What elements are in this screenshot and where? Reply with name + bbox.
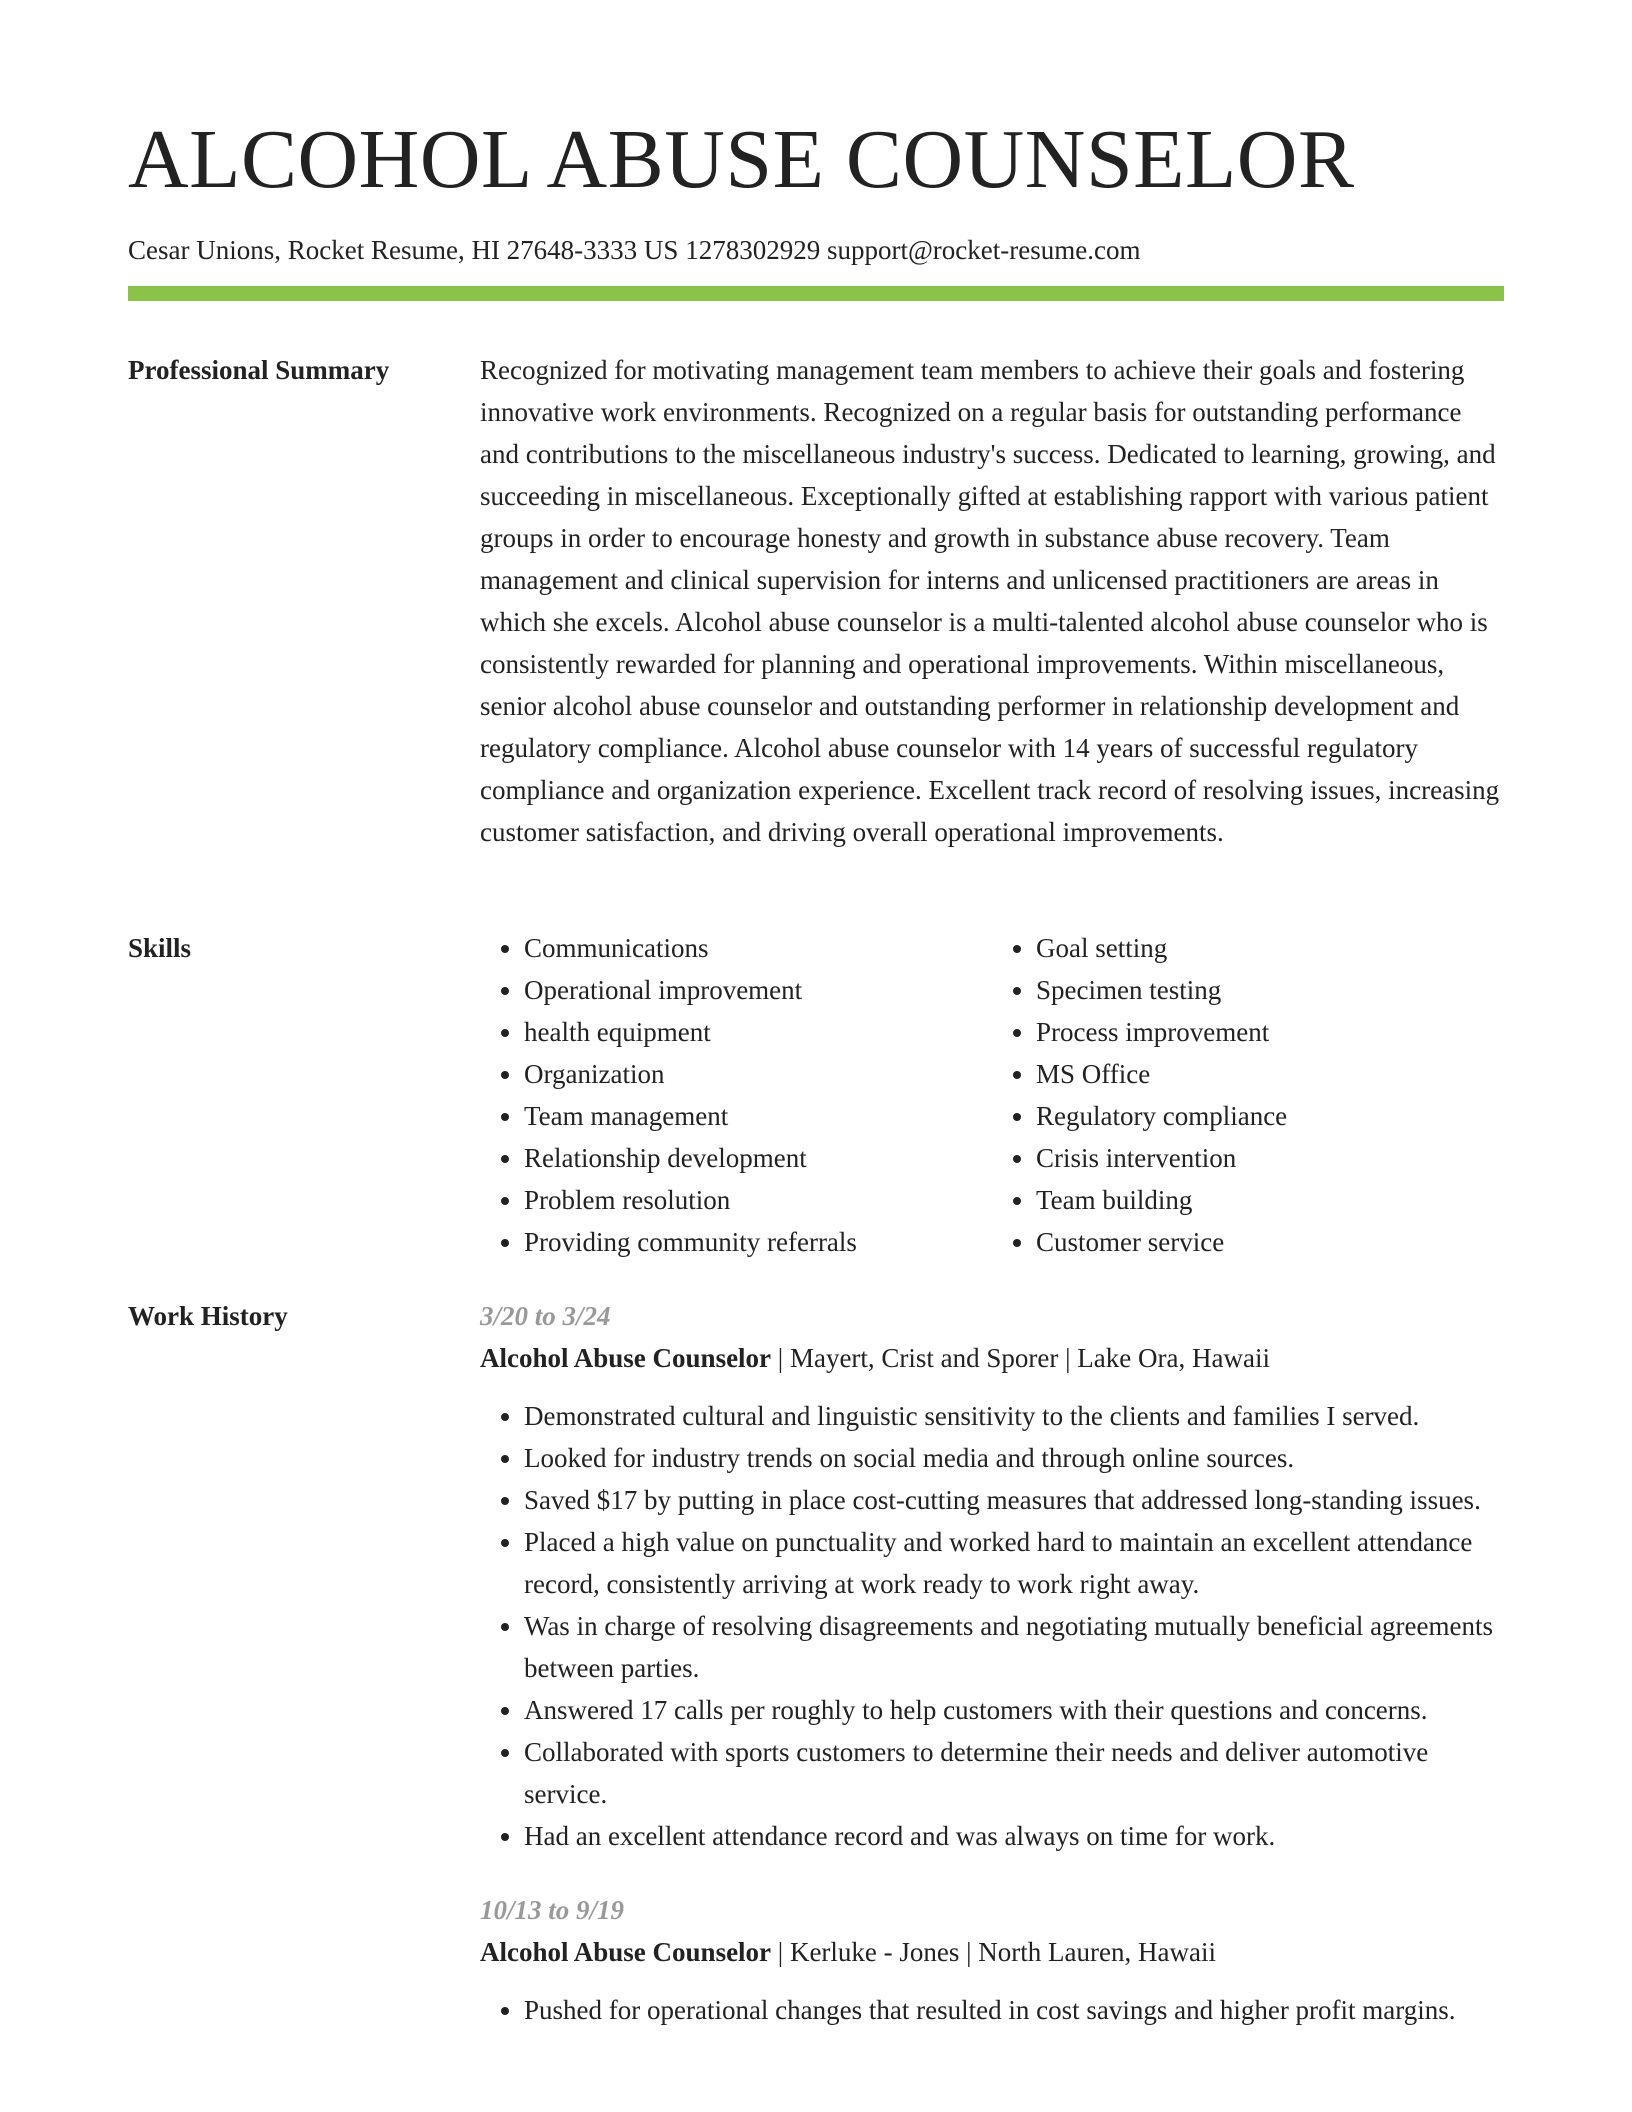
skill-item: • MS Office: [1036, 1053, 1504, 1095]
job-header: [480, 1931, 1504, 1973]
skill-item: • Regulatory compliance: [1036, 1095, 1504, 1137]
duty-item: • Demonstrated cultural and linguistic sensitivity to the clients and families I served.: [524, 1395, 1504, 1437]
job-employer-location: | Kerluke - Jones | North Lauren, Hawaii: [771, 1937, 1216, 1967]
duty-item: • Placed a high value on punctuality and worked hard to maintain an excellent attendance record, consistently arriving at work ready to work right away.: [524, 1521, 1504, 1605]
summary-body: [480, 349, 1504, 853]
skill-item: • Organization: [524, 1053, 992, 1095]
job-dates: 3/20 to 3/24: [480, 1301, 611, 1331]
job-entry: [480, 1295, 1504, 1857]
skill-item: • Team building: [1036, 1179, 1504, 1221]
job-title: Alcohol Abuse Counselor: [480, 1343, 772, 1373]
duty-item: • Looked for industry trends on social media and through online sources.: [524, 1437, 1504, 1479]
summary-text: Recognized for motivating management team members to achieve their goals and fostering innovative work environments. Recognized on a regular basis for outstanding performance and contributions to the miscellaneous industry's success. Dedicated to learning, growing, and succeeding in miscellaneous. Exceptionally gifted at establishing rapport with various patient groups in order to encourage honesty and growth in substance abuse recovery. Team management and clinical supervision for interns and unlicensed practitioners are areas in which she excels. Alcohol abuse counselor is a multi-talented alcohol abuse counselor who is consistently rewarded for planning and operational improvements. Within miscellaneous, senior alcohol abuse counselor and outstanding performer in relationship development and regulatory compliance. Alcohol abuse counselor with 14 years of successful regulatory compliance and organization experience. Excellent track record of resolving issues, increasing customer satisfaction, and driving overall operational improvements.: [480, 355, 1500, 847]
skill-item: • Team management: [524, 1095, 992, 1137]
work-history-body: [480, 1295, 1504, 2031]
skill-item: • health equipment: [524, 1011, 992, 1053]
skill-item: • Customer service: [1036, 1221, 1504, 1263]
duty-item: • Saved $17 by putting in place cost-cutting measures that addressed long-standing issues.: [524, 1479, 1504, 1521]
duty-item: • Pushed for operational changes that resulted in cost savings and higher profit margins.: [524, 1989, 1504, 2031]
header-divider: [128, 286, 1504, 301]
skill-item: • Goal setting: [1036, 927, 1504, 969]
job-duties: [480, 1395, 1504, 1857]
skill-item: • Communications: [524, 927, 992, 969]
duty-item: • Was in charge of resolving disagreements and negotiating mutually beneficial agreements between parties.: [524, 1605, 1504, 1689]
resume-title: ALCOHOL ABUSE COUNSELOR: [128, 113, 1355, 206]
duty-item: • Collaborated with sports customers to determine their needs and deliver automotive service.: [524, 1731, 1504, 1815]
skill-item: • Crisis intervention: [1036, 1137, 1504, 1179]
work-history-heading: Work History: [128, 1301, 288, 1331]
skill-item: • Problem resolution: [524, 1179, 992, 1221]
duty-item: • Had an excellent attendance record and was always on time for work.: [524, 1815, 1504, 1857]
skill-item: • Process improvement: [1036, 1011, 1504, 1053]
skill-item: • Providing community referrals: [524, 1221, 992, 1263]
job-employer-location: | Mayert, Crist and Sporer | Lake Ora, Hawaii: [771, 1343, 1270, 1373]
skill-item: • Specimen testing: [1036, 969, 1504, 1011]
duty-item: • Answered 17 calls per roughly to help customers with their questions and concerns.: [524, 1689, 1504, 1731]
summary-heading: Professional Summary: [128, 355, 390, 385]
job-duties: [480, 1989, 1504, 2031]
skills-list-right: [992, 927, 1504, 1263]
skill-item: • Operational improvement: [524, 969, 992, 1011]
skills-heading: Skills: [128, 933, 192, 963]
job-title: Alcohol Abuse Counselor: [480, 1937, 772, 1967]
skills-columns: [480, 927, 1504, 1263]
skill-item: • Relationship development: [524, 1137, 992, 1179]
job-dates: 10/13 to 9/19: [480, 1895, 625, 1925]
contact-line: Cesar Unions, Rocket Resume, HI 27648-3333 US 1278302929 support@rocket-resume.com: [128, 235, 1141, 265]
job-header: [480, 1337, 1504, 1379]
skills-list-left: [480, 927, 992, 1263]
job-entry: [480, 1889, 1504, 2031]
skills-body: [480, 927, 1504, 1263]
